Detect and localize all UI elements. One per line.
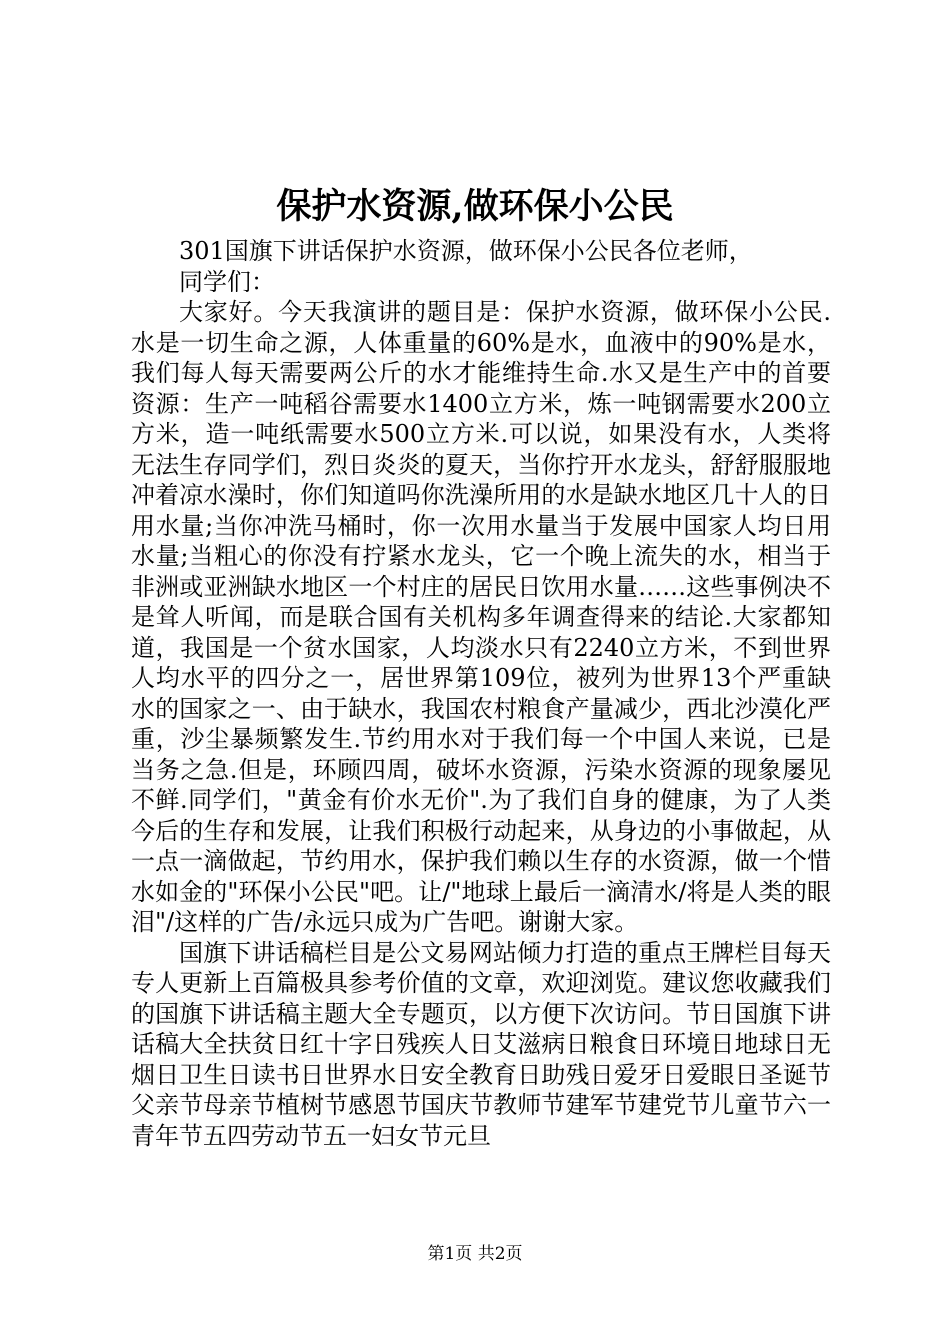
paragraph-salutation: 同学们： — [179, 267, 275, 296]
paragraph-intro: 301国旗下讲话保护水资源，做环保小公民各位老师， — [179, 237, 753, 265]
paragraph-speech: 大家好。今天我演讲的题目是：保护水资源，做环保小公民.水是一切生命之源，人体重量的60%是水，血液中的90%是水，我们每人每天需要两公斤的水才能维持生命.水又是生产中的首要资源：生产一吨稻谷需要水1400立方米，炼一吨钢需要水200立方米，造一吨纸需要水500立方米.可以说，如果没有水，人类将无法生存同学们，烈日炎炎的夏天，当你拧开水龙头，舒舒服服地冲着凉水澡时，你们知道吗你洗澡所用的水是缺水地区几十人的日用水量;当你冲洗马桶时，你一次用水量当于发展中国家人均日用水量;当粗心的你没有拧紧水龙头，它一个晚上流失的水，相当于非洲或亚洲缺水地区一个村庄的居民日饮用水量……这些事例决不是耸人听闻，而是联合国有关机构多年调查得来的结论.大家都知道，我国是一个贫水国家，人均淡水只有2240立方米，不到世界人均水平的四分之一，居世界第109位，被列为世界13个严重缺水的国家之一、由于缺水，我国农村粮食产量减少，西北沙漠化严重，沙尘暴频繁发生.节约用水对于我们每一个中国人来说，已是当务之急.但是，环顾四周，破坏水资源，污染水资源的现象屡见不鲜.同学们，"黄金有价水无价".为了我们自身的健康，为了人类今后的生存和发展，让我们积极行动起来，从身边的小事做起，从一点一滴做起，节约用水，保护我们赖以生存的水资源，做一个惜水如金的"环保小公民"吧。让/"地球上最后一滴清水/将是人类的眼泪"/这样的广告/永远只成为广告吧。谢谢大家。 — [131, 298, 831, 936]
page-number-footer: 第1页 共2页 — [427, 1244, 523, 1264]
paragraph-column-note: 国旗下讲话稿栏目是公文易网站倾力打造的重点王牌栏目每天专人更新上百篇极具参考价值的文章，欢迎浏览。建议您收藏我们的国旗下讲话稿主题大全专题页，以方便下次访问。节日国旗下讲话稿大全扶贫日红十字日残疾人日艾滋病日粮食日环境日地球日无烟日卫生日读书日世界水日安全教育日助残日爱牙日爱眼日圣诞节父亲节母亲节植树节感恩节国庆节教师节建军节建党节儿童节六一青年节五四劳动节五一妇女节元旦 — [131, 938, 831, 1150]
document-body — [131, 236, 831, 1151]
document-title: 保护水资源,做环保小公民 — [276, 186, 674, 227]
